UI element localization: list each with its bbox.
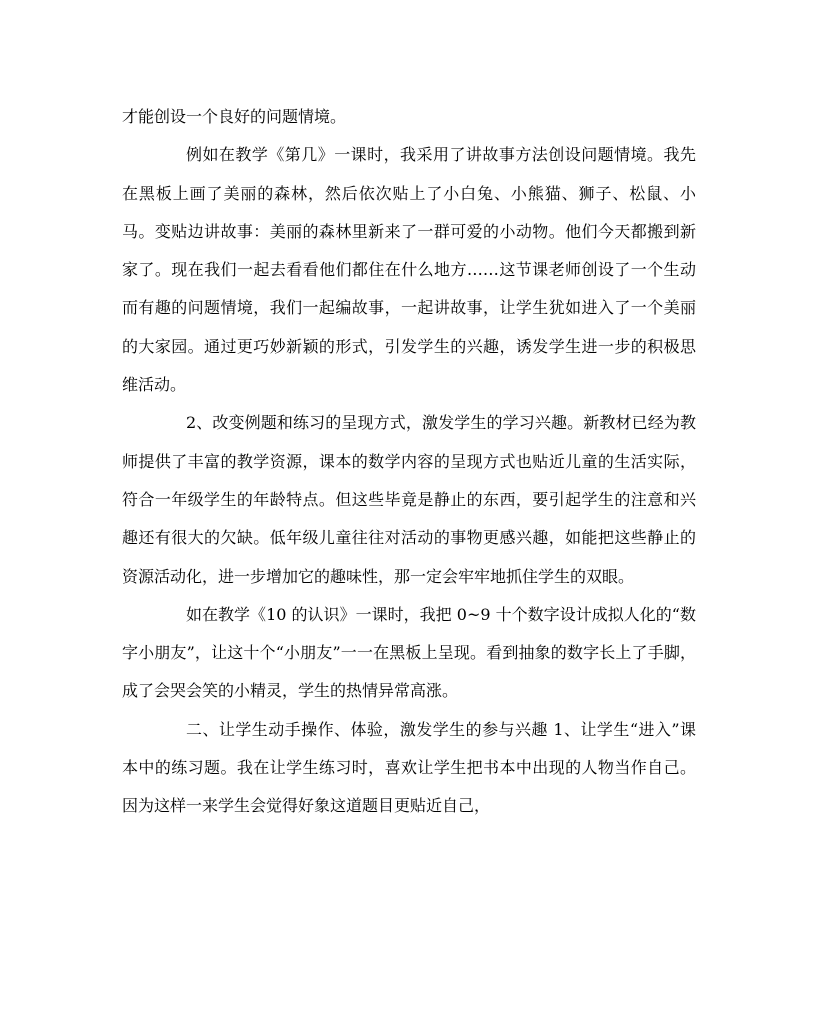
- paragraph-point-2: 2、改变例题和练习的呈现方式，激发学生的学习兴趣。新教材已经为教师提供了丰富的教学资源，课本的数学内容的呈现方式也贴近儿童的生活实际，符合一年级学生的年龄特点。但这些毕竟是静止的东西，要引起学生的注意和兴趣还有很大的欠缺。低年级儿童往往对活动的事物更感兴趣，如能把这些静止的资源活动化，进一步增加它的趣味性，那一定会牢牢地抓住学生的双眼。: [122, 413, 696, 586]
- paragraph-example-story: 例如在教学《第几》一课时，我采用了讲故事方法创设问题情境。我先在黑板上画了美丽的森林，然后依次贴上了小白兔、小熊猫、狮子、松鼠、小马。变贴边讲故事：美丽的森林里新来了一群可爱的小动物。他们今天都搬到新家了。现在我们一起去看看他们都住在什么地方……这节课老师创设了一个生动而有趣的问题情境，我们一起编故事，一起讲故事，让学生犹如进入了一个美丽的大家园。通过更巧妙新颖的形式，引发学生的兴趣，诱发学生进一步的积极思维活动。: [122, 145, 696, 395]
- document-body: [122, 98, 696, 826]
- paragraph-section-2: 二、让学生动手操作、体验，激发学生的参与兴趣 1、让学生“进入”课本中的练习题。我在让学生练习时，喜欢让学生把书本中出现的人物当作自己。因为这样一来学生会觉得好象这道题目更贴近自己，: [122, 719, 696, 816]
- paragraph-example-numbers: 如在教学《10 的认识》一课时，我把 0~9 十个数字设计成拟人化的“数字小朋友”，让这十个“小朋友”一一在黑板上呈现。看到抽象的数字长上了手脚，成了会哭会笑的小精灵，学生的热情异常高涨。: [122, 604, 696, 701]
- paragraph-continuation: 才能创设一个良好的问题情境。: [122, 107, 347, 126]
